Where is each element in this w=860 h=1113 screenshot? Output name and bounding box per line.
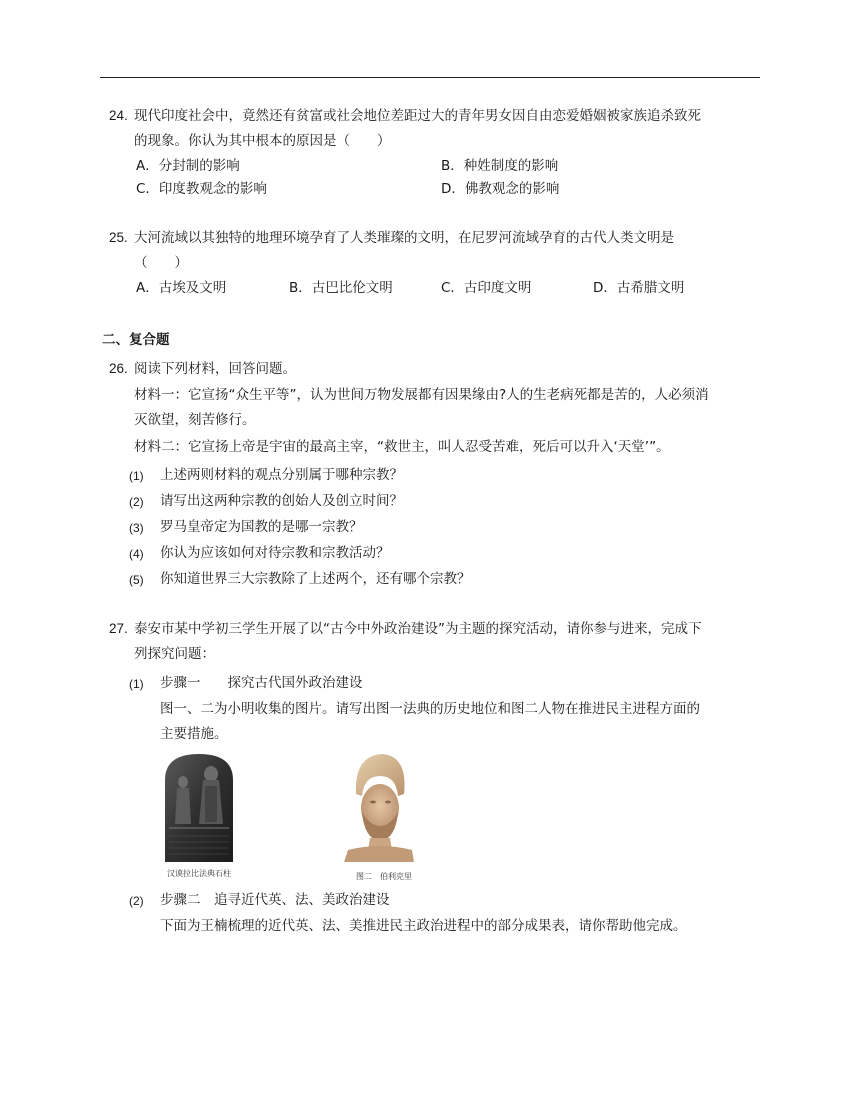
- material-2: 材料二：它宣扬上帝是宇宙的最高主宰，“救世主，叫人忍受苦难，死后可以升入‘天堂’”。: [134, 439, 670, 455]
- pericles-bust-image: [338, 750, 420, 862]
- question-26-sub-2-number: (2): [129, 495, 144, 509]
- figure-1-caption: 汉谟拉比法典石柱: [167, 869, 231, 878]
- question-26-number: 26.: [109, 361, 128, 376]
- question-24-option-c: C．印度教观念的影响: [136, 181, 267, 197]
- question-26-sub-3-number: (3): [129, 521, 144, 535]
- question-26-sub-4-number: (4): [129, 547, 144, 561]
- question-24-option-b: B．种姓制度的影响: [441, 158, 559, 174]
- figure-2-caption: 图二 伯利克里: [356, 872, 412, 881]
- question-27-sub-1-number: (1): [129, 677, 144, 691]
- question-24-text-line2: 的现象。你认为其中根本的原因是（ ）: [134, 133, 391, 149]
- question-24-text-line1: 现代印度社会中，竟然还有贫富或社会地位差距过大的青年男女因自由恋爱婚姻被家族追杀致死: [134, 108, 701, 124]
- hammurabi-stele-image: [159, 752, 239, 862]
- question-27-number: 27.: [109, 621, 128, 636]
- question-25-option-a: A．古埃及文明: [136, 280, 227, 296]
- question-24-number: 24.: [109, 108, 128, 123]
- question-26-sub-1-number: (1): [129, 469, 144, 483]
- material-1-line1: 材料一：它宣扬“众生平等”，认为世间万物发展都有因果缘由?人的生老病死都是苦的，人必须消: [134, 387, 709, 403]
- question-27-sub-1-title: 步骤一 探究古代国外政治建设: [160, 675, 363, 691]
- question-27-sub-1-line2: 主要措施。: [160, 726, 228, 742]
- question-25-option-b: B．古巴比伦文明: [289, 280, 393, 296]
- question-26-intro: 阅读下列材料，回答问题。: [134, 361, 296, 377]
- header-rule: [100, 77, 760, 78]
- material-1-line2: 灭欲望，刻苦修行。: [134, 412, 256, 428]
- question-27-sub-2-title: 步骤二 追寻近代英、法、美政治建设: [160, 892, 390, 908]
- question-26-sub-2-text: 请写出这两种宗教的创始人及创立时间？: [160, 493, 403, 509]
- question-27-text-line2: 列探究问题：: [134, 646, 215, 662]
- question-27-sub-2-line1: 下面为王楠梳理的近代英、法、美推进民主政治进程中的部分成果表，请你帮助他完成。: [160, 918, 687, 934]
- question-25-option-c: C．古印度文明: [441, 280, 532, 296]
- question-26-sub-5-number: (5): [129, 573, 144, 587]
- question-27-sub-2-number: (2): [129, 894, 144, 908]
- question-26-sub-4-text: 你认为应该如何对待宗教和宗教活动？: [160, 545, 390, 561]
- question-26-sub-1-text: 上述两则材料的观点分别属于哪种宗教？: [160, 467, 403, 483]
- question-24-option-a: A．分封制的影响: [136, 158, 240, 174]
- question-25-option-d: D．古希腊文明: [593, 280, 685, 296]
- question-24-option-d: D．佛教观念的影响: [441, 181, 560, 197]
- question-25-text-line1: 大河流域以其独特的地理环境孕育了人类璀璨的文明，在尼罗河流域孕育的古代人类文明是: [134, 230, 674, 246]
- question-26-sub-3-text: 罗马皇帝定为国教的是哪一宗教？: [160, 519, 363, 535]
- question-27-text-line1: 泰安市某中学初三学生开展了以“古今中外政治建设”为主题的探究活动，请你参与进来，完成下: [134, 621, 702, 637]
- question-25-text-line2: （ ）: [134, 255, 188, 271]
- question-27-sub-1-line1: 图一、二为小明收集的图片。请写出图一法典的历史地位和图二人物在推进民主进程方面的: [160, 701, 700, 717]
- question-25-number: 25.: [109, 230, 128, 245]
- section-heading: 二、复合题: [102, 332, 170, 348]
- question-26-sub-5-text: 你知道世界三大宗教除了上述两个，还有哪个宗教？: [160, 571, 471, 587]
